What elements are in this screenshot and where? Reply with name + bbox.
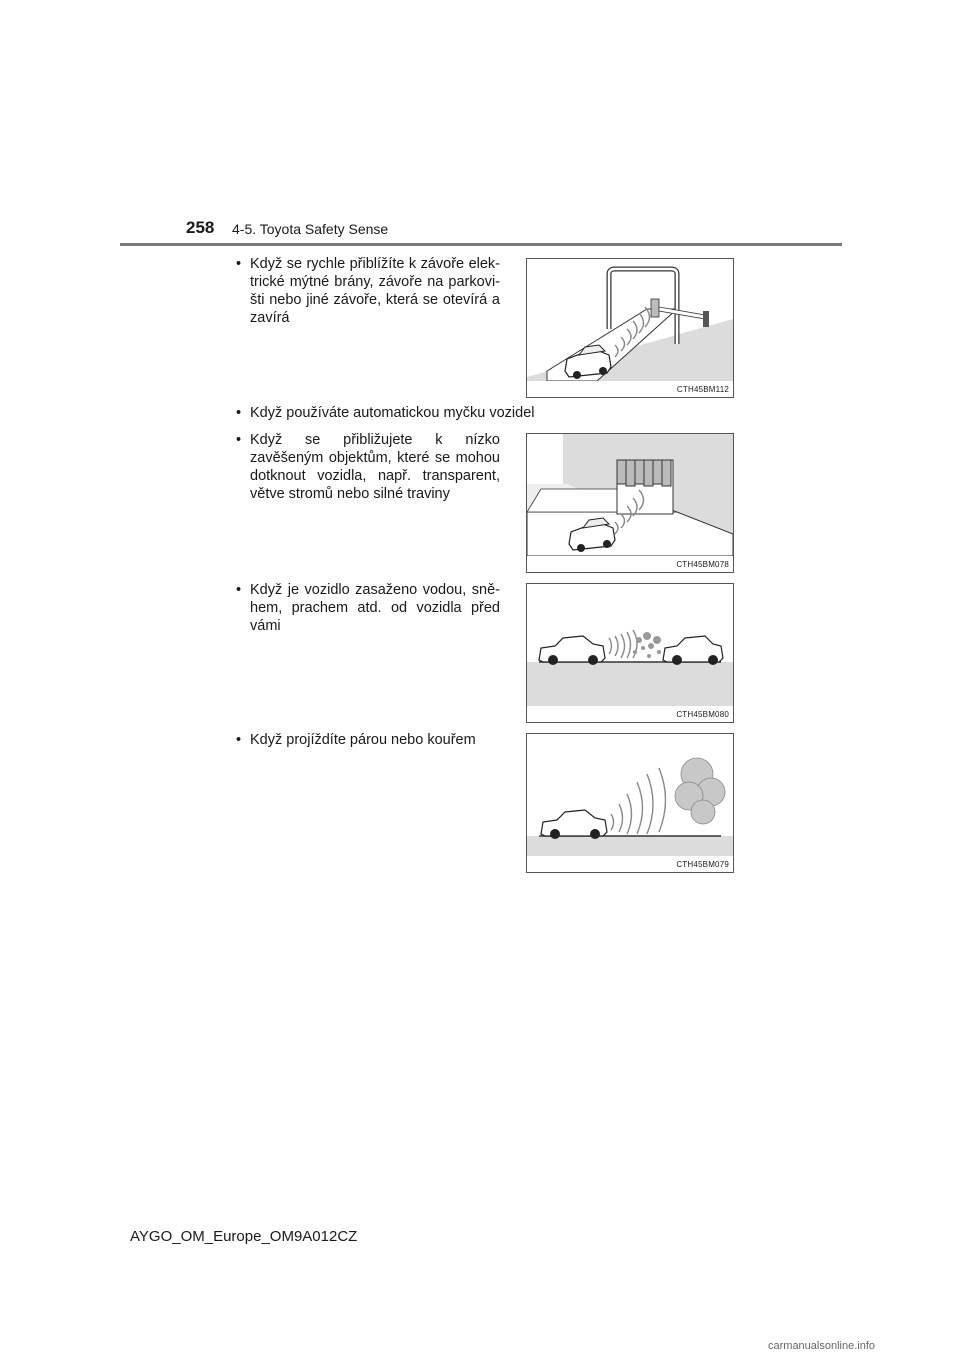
figure-code: CTH45BM079 xyxy=(676,860,729,869)
smoke-illustration xyxy=(527,734,733,856)
section-title: 4-5. Toyota Safety Sense xyxy=(232,221,389,237)
bullet-text: Když projíždíte párou nebo kouřem xyxy=(250,732,476,748)
splash-illustration xyxy=(527,584,733,706)
toll-gate-illustration xyxy=(527,259,733,381)
bullet-toll-gate xyxy=(236,255,500,327)
own-car-icon xyxy=(539,636,605,665)
lead-car-icon xyxy=(663,636,723,665)
bullet-marker: • xyxy=(236,732,242,748)
document-id: AYGO_OM_Europe_OM9A012CZ xyxy=(130,1228,358,1245)
figure-code: CTH45BM078 xyxy=(676,560,729,569)
figure-splash xyxy=(526,583,734,723)
bullet-text: Když používáte automatickou myčku vozidel xyxy=(250,405,535,421)
figure-smoke xyxy=(526,733,734,873)
watermark: carmanualsonline.info xyxy=(768,1340,876,1352)
car-icon xyxy=(541,810,607,839)
bullet-marker: • xyxy=(236,582,242,598)
bullet-hanging-objects xyxy=(236,431,500,503)
bullet-car-wash xyxy=(236,404,576,422)
car-icon xyxy=(565,345,611,379)
hanging-objects-illustration xyxy=(527,434,733,556)
figure-code: CTH45BM080 xyxy=(676,710,729,719)
bullet-marker: • xyxy=(236,432,242,448)
header-divider xyxy=(120,243,842,246)
figure-code: CTH45BM112 xyxy=(676,385,729,394)
figure-hanging-objects xyxy=(526,433,734,573)
page-number: 258 xyxy=(186,218,215,237)
bullet-text: Když se přibližujete k nízko zavěšeným objektům, které se mohou dotknout vozidla, např. transparent, větve stromů nebo silné traviny xyxy=(250,432,500,502)
bullet-splash xyxy=(236,581,500,635)
figure-toll-gate xyxy=(526,258,734,398)
bullet-marker: • xyxy=(236,405,242,421)
bullet-marker: • xyxy=(236,256,242,272)
bullet-smoke xyxy=(236,731,576,749)
bullet-text: Když je vozidlo zasaženo vodou, sně-hem, prachem atd. od vozidla před vámi xyxy=(250,582,500,634)
bullet-text: Když se rychle přiblížíte k závoře elek-trické mýtné brány, závoře na parkovi-šti nebo jiné závoře, která se otevírá a zavírá xyxy=(250,256,500,326)
